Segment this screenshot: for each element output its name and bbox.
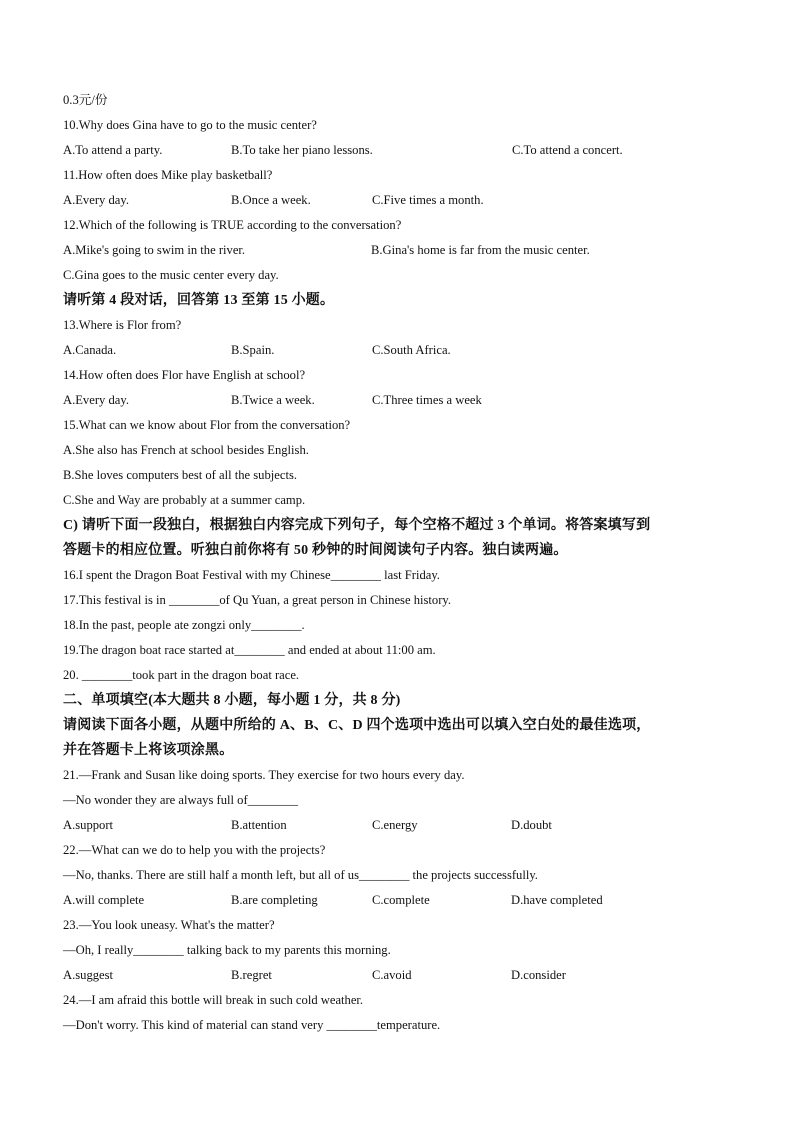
question-12-option-c: C.Gina goes to the music center every day.	[63, 268, 279, 282]
question-21-line-1: 21.—Frank and Susan like doing sports. They exercise for two hours every day.	[63, 768, 465, 782]
option-d: D.have completed	[511, 893, 603, 907]
option-a: A.Mike's going to swim in the river.	[63, 243, 246, 257]
question-18: 18.In the past, people ate zongzi only________.	[63, 618, 305, 632]
option-a: A.support	[63, 818, 114, 832]
question-12-stem: 12.Which of the following is TRUE according to the conversation?	[63, 218, 402, 232]
exam-page	[63, 88, 733, 1038]
option-b: B.To take her piano lessons.	[231, 143, 373, 157]
option-d: D.doubt	[511, 818, 552, 832]
option-b: B.attention	[231, 818, 287, 832]
question-14-stem: 14.How often does Flor have English at school?	[63, 368, 306, 382]
option-c: C.To attend a concert.	[512, 143, 623, 157]
question-11-options	[63, 188, 733, 213]
option-c: C.Three times a week	[372, 393, 482, 407]
option-a: A.will complete	[63, 893, 145, 907]
question-20: 20. ________took part in the dragon boat race.	[63, 668, 300, 682]
question-22-options	[63, 888, 733, 913]
part-c-instructions-line-2: 答题卡的相应位置。听独白前你将有 50 秒钟的时间阅读句子内容。独白读两遍。	[63, 543, 568, 558]
option-c: C.South Africa.	[372, 343, 451, 357]
question-12-options	[63, 238, 733, 263]
part-c-instructions-line-1: C) 请听下面一段独白，根据独白内容完成下列句子，每个空格不超过 3 个单词。将答案填写到	[63, 518, 651, 533]
question-10-stem: 10.Why does Gina have to go to the music center?	[63, 118, 317, 132]
question-22-line-1: 22.—What can we do to help you with the projects?	[63, 843, 326, 857]
option-c: C.complete	[372, 893, 430, 907]
option-b: B.Twice a week.	[231, 393, 315, 407]
option-a: A.suggest	[63, 968, 114, 982]
question-23-line-1: 23.—You look uneasy. What's the matter?	[63, 918, 275, 932]
question-14-options	[63, 388, 733, 413]
option-b: B.Spain.	[231, 343, 275, 357]
question-16: 16.I spent the Dragon Boat Festival with my Chinese________ last Friday.	[63, 568, 440, 582]
option-c: C.Five times a month.	[372, 193, 484, 207]
question-15-option-a: A.She also has French at school besides English.	[63, 443, 309, 457]
option-b: B.regret	[231, 968, 272, 982]
question-13-stem: 13.Where is Flor from?	[63, 318, 182, 332]
question-24-line-1: 24.—I am afraid this bottle will break in such cold weather.	[63, 993, 364, 1007]
option-b: B.are completing	[231, 893, 318, 907]
question-17: 17.This festival is in ________of Qu Yuan, a great person in Chinese history.	[63, 593, 452, 607]
option-a: A.Canada.	[63, 343, 117, 357]
price-note: 0.3元/份	[63, 93, 108, 107]
question-23-line-2: —Oh, I really________ talking back to my parents this morning.	[63, 943, 391, 957]
option-a: A.Every day.	[63, 393, 129, 407]
option-b: B.Gina's home is far from the music center.	[371, 243, 590, 257]
option-d: D.consider	[511, 968, 566, 982]
question-10-options	[63, 138, 733, 163]
question-13-options	[63, 338, 733, 363]
part-2-instructions-line-2: 并在答题卡上将该项涂黑。	[63, 743, 234, 758]
question-15-option-b: B.She loves computers best of all the subjects.	[63, 468, 297, 482]
question-23-options	[63, 963, 733, 988]
option-a: A.Every day.	[63, 193, 129, 207]
question-15-option-c: C.She and Way are probably at a summer camp.	[63, 493, 306, 507]
question-24-line-2: —Don't worry. This kind of material can stand very ________temperature.	[63, 1018, 441, 1032]
option-c: C.energy	[372, 818, 418, 832]
part-2-heading: 二、单项填空(本大题共 8 小题，每小题 1 分，共 8 分)	[63, 693, 401, 708]
question-19: 19.The dragon boat race started at________ and ended at about 11:00 am.	[63, 643, 436, 657]
question-22-line-2: —No, thanks. There are still half a month left, but all of us________ the projects successfully.	[63, 868, 538, 882]
option-b: B.Once a week.	[231, 193, 311, 207]
part-2-instructions-line-1: 请阅读下面各小题，从题中所给的 A、B、C、D 四个选项中选出可以填入空白处的最佳选项，	[63, 718, 651, 733]
question-11-stem: 11.How often does Mike play basketball?	[63, 168, 273, 182]
option-c: C.avoid	[372, 968, 412, 982]
question-15-stem: 15.What can we know about Flor from the conversation?	[63, 418, 351, 432]
option-a: A.To attend a party.	[63, 143, 163, 157]
question-21-options	[63, 813, 733, 838]
section-4-heading: 请听第 4 段对话，回答第 13 至第 15 小题。	[63, 293, 335, 308]
question-21-line-2: —No wonder they are always full of________	[63, 793, 299, 807]
